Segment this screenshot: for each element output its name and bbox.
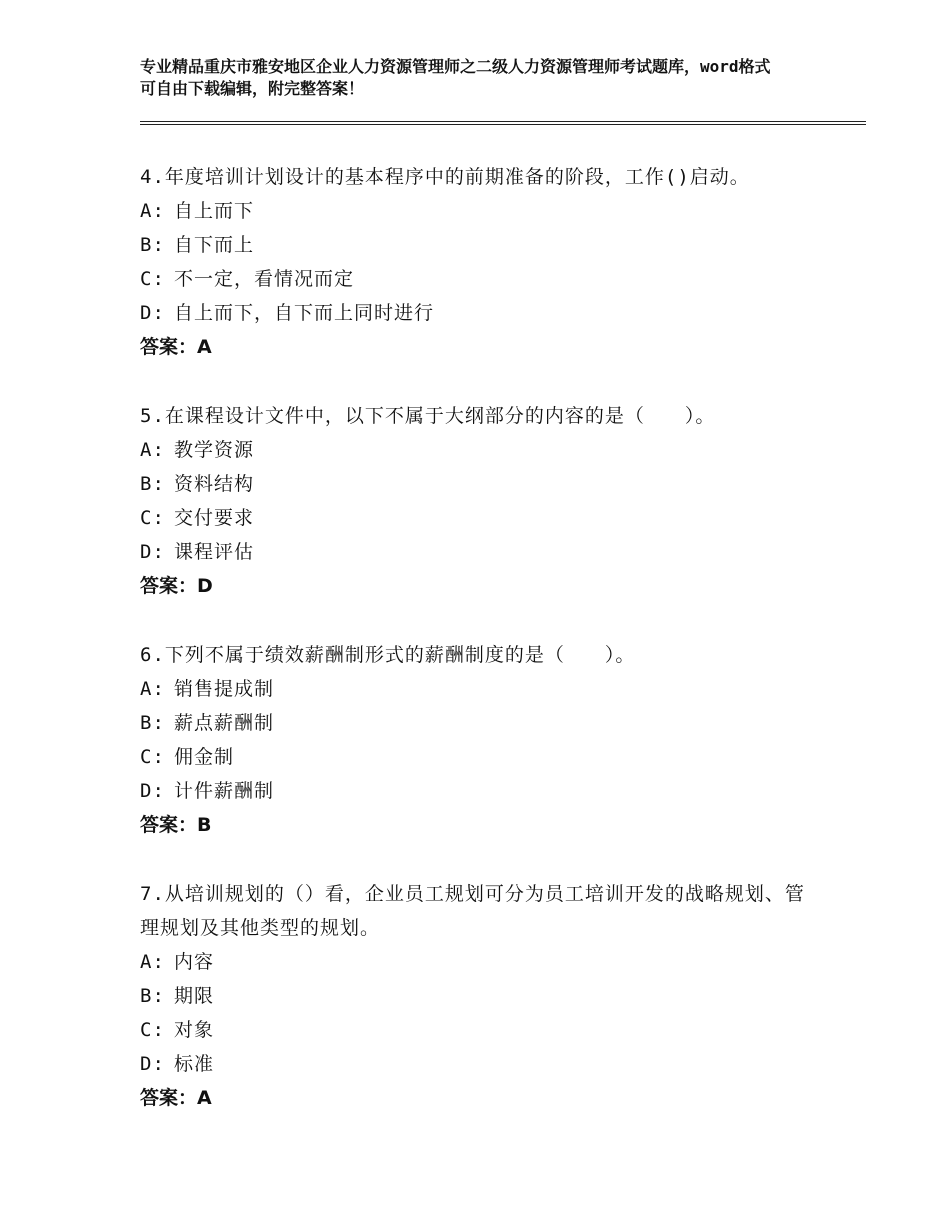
option-key: C:: [140, 1019, 165, 1041]
option-text: 销售提成制: [174, 678, 275, 700]
answer-line: 答案：A: [140, 336, 212, 358]
option-c: [140, 501, 820, 535]
option-a: [140, 433, 820, 467]
option-key: B:: [140, 985, 165, 1007]
option-text: 教学资源: [174, 439, 255, 461]
answer-line: 答案：D: [140, 575, 213, 597]
option-d: [140, 535, 820, 569]
option-text: 佣金制: [174, 746, 235, 768]
option-text: 标准: [174, 1053, 215, 1075]
option-b: [140, 228, 820, 262]
option-b: [140, 979, 820, 1013]
option-key: A:: [140, 678, 165, 700]
option-text: 自上而下: [174, 200, 255, 222]
option-key: A:: [140, 951, 165, 973]
option-text: 交付要求: [174, 507, 255, 529]
question-block: [140, 638, 820, 842]
option-key: B:: [140, 473, 165, 495]
option-a: [140, 945, 820, 979]
question-stem: 6.下列不属于绩效薪酬制形式的薪酬制度的是（ ）。: [140, 644, 636, 666]
option-text: 自上而下，自下而上同时进行: [174, 302, 435, 324]
option-key: A:: [140, 439, 165, 461]
option-text: 自下而上: [174, 234, 255, 256]
option-text: 期限: [174, 985, 215, 1007]
option-text: 薪点薪酬制: [174, 712, 275, 734]
option-text: 资料结构: [174, 473, 255, 495]
option-text: 计件薪酬制: [174, 780, 275, 802]
option-c: [140, 262, 820, 296]
option-key: D:: [140, 541, 165, 563]
option-c: [140, 1013, 820, 1047]
option-key: D:: [140, 1053, 165, 1075]
option-text: 对象: [174, 1019, 215, 1041]
option-b: [140, 706, 820, 740]
option-key: D:: [140, 302, 165, 324]
question-block: [140, 399, 820, 603]
header-divider-bottom: [140, 124, 866, 125]
question-block: [140, 877, 820, 1115]
question-stem: 7.从培训规划的（）看，企业员工规划可分为员工培训开发的战略规划、管理规划及其他类型的规划。: [140, 883, 805, 939]
option-d: [140, 774, 820, 808]
option-a: [140, 672, 820, 706]
option-text: 不一定，看情况而定: [174, 268, 355, 290]
answer-line: 答案：B: [140, 814, 212, 836]
option-d: [140, 296, 820, 330]
question-block: [140, 160, 820, 364]
question-stem: 4.年度培训计划设计的基本程序中的前期准备的阶段，工作()启动。: [140, 166, 750, 188]
option-d: [140, 1047, 820, 1081]
option-b: [140, 467, 820, 501]
option-key: A:: [140, 200, 165, 222]
option-key: C:: [140, 268, 165, 290]
option-text: 课程评估: [174, 541, 255, 563]
option-key: B:: [140, 712, 165, 734]
document-header: 专业精品重庆市雅安地区企业人力资源管理师之二级人力资源管理师考试题库，word格式可自由下载编辑，附完整答案！: [140, 57, 771, 98]
option-key: C:: [140, 507, 165, 529]
option-key: B:: [140, 234, 165, 256]
option-a: [140, 194, 820, 228]
option-key: C:: [140, 746, 165, 768]
question-stem: 5.在课程设计文件中，以下不属于大纲部分的内容的是（ ）。: [140, 405, 716, 427]
option-key: D:: [140, 780, 165, 802]
option-text: 内容: [174, 951, 215, 973]
header-divider-top: [140, 121, 866, 122]
option-c: [140, 740, 820, 774]
answer-line: 答案：A: [140, 1087, 212, 1109]
